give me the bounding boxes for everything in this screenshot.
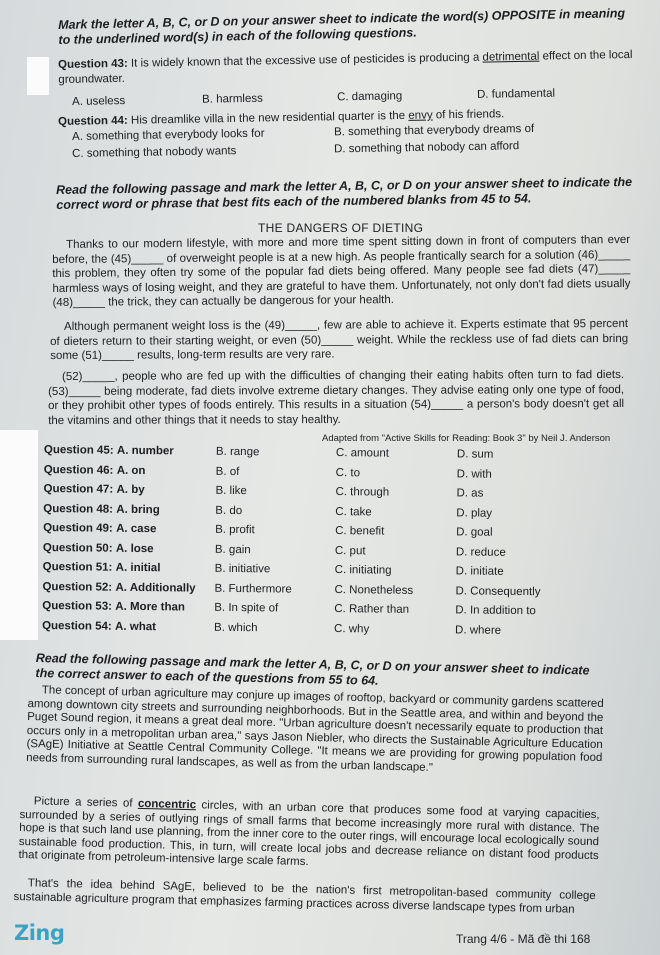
grid-option-c: C. amount — [335, 447, 390, 460]
grid-q-label: Question 47: — [43, 482, 114, 496]
grid-q-label: Question 49: — [43, 521, 113, 535]
grid-q-label: Question 54: — [42, 619, 112, 633]
q43-option-b: B. harmless — [201, 92, 263, 106]
redaction-box-top — [27, 57, 49, 95]
grid-option-b: B. profit — [215, 523, 255, 537]
page-number: Trang 4/6 - Mã đề thi 168 — [456, 932, 591, 946]
grid-option-a: A. bring — [116, 503, 160, 516]
grid-option-b: B. Furthermore — [214, 582, 292, 596]
section3-instruction: Read the following passage and mark the letter A, B, C, or D on your answer sheet to indicate the correct answer to each of the questions from 55 to 64. — [35, 651, 590, 688]
question-43-text-after: effect on the local groundwater. — [58, 48, 633, 86]
grid-q-label: Question 51: — [42, 560, 113, 574]
question-43-underlined: detrimental — [482, 50, 540, 64]
grid-option-a: A. case — [116, 522, 157, 536]
question-43 — [58, 48, 636, 87]
question-44-underlined: envy — [408, 109, 433, 122]
passage-title: THE DANGERS OF DIETING — [258, 221, 424, 235]
grid-option-a: A. number — [116, 444, 174, 458]
grid-option-b: B. In spite of — [214, 601, 279, 615]
question-43-text-before: It is widely known that the excessive use of pesticides is producing a — [130, 51, 480, 70]
grid-option-a: A. More than — [115, 600, 185, 614]
redaction-box-middle — [0, 430, 38, 640]
grid-option-a: A. lose — [115, 542, 154, 555]
grid-option-a: A. by — [116, 483, 145, 497]
grid-option-c: C. put — [334, 544, 366, 557]
grid-option-a: A. what — [115, 620, 157, 633]
q44-option-d: D. something that nobody can afford — [333, 140, 520, 156]
grid-option-b: B. do — [215, 504, 243, 517]
passage2-p2-underlined: concentric — [137, 797, 197, 812]
grid-option-a: A. Additionally — [115, 581, 196, 595]
passage2-paragraph-3: That's the idea behind SAgE, believed to be the nation's first metropolitan-based community college sustainable agriculture program that emphasizes farming practices across diverse landscape types from urban — [13, 877, 596, 916]
section2-instruction: Read the following passage and mark the letter A, B, C, or D on your answer sheet to indicate the correct word or phrase that best fits each of the numbered blanks from 45 to 54. — [56, 174, 633, 212]
grid-option-c: C. benefit — [335, 525, 385, 538]
grid-q-label: Question 48: — [43, 502, 114, 516]
grid-q-label: Question 46: — [43, 463, 114, 477]
passage2-p2-before: Picture a series of — [33, 795, 133, 810]
grid-option-b: B. which — [214, 621, 258, 634]
grid-q-label: Question 45: — [43, 444, 114, 457]
q43-option-a: A. useless — [72, 95, 126, 108]
grid-option-d: D. sum — [456, 448, 494, 461]
q43-option-c: C. damaging — [336, 90, 403, 104]
grid-option-b: B. like — [215, 484, 247, 498]
grid-option-b: B. gain — [214, 543, 251, 556]
grid-option-d: D. as — [456, 487, 484, 500]
passage2-paragraph-2 — [18, 795, 599, 877]
grid-option-c: C. to — [335, 466, 361, 479]
grid-option-c: C. Rather than — [334, 603, 410, 616]
grid-option-c: C. initiating — [334, 564, 392, 577]
grid-option-d: D. where — [455, 623, 502, 637]
grid-option-d: D. goal — [456, 526, 493, 539]
question-43-options — [72, 86, 632, 108]
grid-option-d: D. reduce — [455, 545, 506, 559]
q44-option-b: B. something that everybody dreams of — [333, 122, 535, 139]
q43-option-d: D. fundamental — [476, 87, 556, 101]
passage-paragraph-3: (52)_____, people who are fed up with the difficulties of changing their eating habits often turn to fad diets. (53)_____ being moderate, fad diets involve extreme dietary changes. They advise eating only one type of food, or they prohibit other types of foods entirely. This results in a situation (54)_____ a person's body doesn't get all the vitamins and other things that it needs to stay healthy. — [48, 368, 625, 427]
source-note: Adapted from "Active Skills for Reading: Book 3" by Neil J. Anderson — [322, 433, 611, 444]
answer-grid — [42, 444, 634, 650]
passage2-paragraph-1: The concept of urban agriculture may conjure up images of rooftop, backyard or community gardens scattered among downtown city streets and surrounding neighborhoods. But in the Seattle area, and within and beyond the Puget Sound region, it means a great deal more. "Urban agriculture doesn't necessarily equate to production that occurs only in a metropolitan urban area," says Jason Niebler, who directs the Sustainable Agriculture Education (SAgE) Initiative at Seattle Central Community College. "It means we are providing for growing population food needs from surrounding rural landscapes, as well as from the urban landscape." — [26, 684, 604, 774]
passage-paragraph-2: Although permanent weight loss is the (49)_____, few are able to achieve it. Experts estimate that 95 percent of dieters return to their starting weight, or even (50)_____ weight. While the reckless use of fad diets can bring some (51)_____ results, long-term results are very rare. — [50, 317, 629, 363]
section1-instruction: Mark the letter A, B, C, or D on your answer sheet to indicate the word(s) OPPOSITE in meaning to the underlined word(s) in each of the following questions. — [58, 6, 626, 47]
grid-option-b: B. range — [215, 445, 260, 459]
grid-option-d: D. In addition to — [455, 604, 536, 618]
grid-option-c: C. why — [334, 622, 370, 635]
grid-option-c: C. through — [335, 486, 390, 499]
q44-option-c: C. something that nobody wants — [72, 145, 237, 160]
q44-option-a: A. something that everybody looks for — [72, 127, 265, 143]
grid-option-d: D. play — [456, 506, 493, 520]
grid-q-label: Question 53: — [42, 599, 113, 613]
grid-option-a: A. on — [116, 464, 146, 477]
grid-option-c: C. Nonetheless — [334, 583, 414, 597]
grid-option-a: A. initial — [115, 561, 161, 575]
grid-option-b: B. initiative — [214, 562, 271, 576]
passage2-p2-after: circles, with an urban core that produces some food at varying capacities, surrounded by a series of outlying rings of small farms that become increasingly more rural with distance. The hope is that such land use planning, from the inner core to the outer rings, will encourage local ecologically sound sustainable food production. This, in turn, will create local jobs and decrease reliance on distant food products that originate from petroleum-intensive large scale farms. — [18, 799, 600, 869]
grid-q-label: Question 50: — [42, 541, 113, 555]
passage-paragraph-1: Thanks to our modern lifestyle, with more and more time spent sitting down in front of computers than ever before, the (45)_____ of overweight people is at a new high. As people frantically search for a solution (46)_____ this problem, they often try some of the popular fad diets being offered. Many people see fad diets (47)_____ harmless ways of losing weight, and they are grateful to have them. Unfortunately, not only don't fad diets usually (48)_____ the trick, they can actually be dangerous for your health. — [52, 233, 631, 310]
grid-option-d: D. with — [456, 467, 492, 481]
question-44-label: Question 44: — [58, 114, 128, 128]
grid-q-label: Question 52: — [42, 580, 113, 594]
question-43-label: Question 43: — [58, 57, 128, 71]
grid-option-d: D. Consequently — [455, 584, 541, 598]
grid-option-d: D. initiate — [455, 565, 504, 578]
zing-logo: Zing — [14, 921, 65, 945]
question-44-text-before: His dreamlike villa in the new residential quarter is the — [130, 109, 406, 127]
grid-option-b: B. of — [215, 465, 240, 478]
question-44-text-after: of his friends. — [435, 108, 505, 122]
grid-option-c: C. take — [335, 505, 372, 518]
